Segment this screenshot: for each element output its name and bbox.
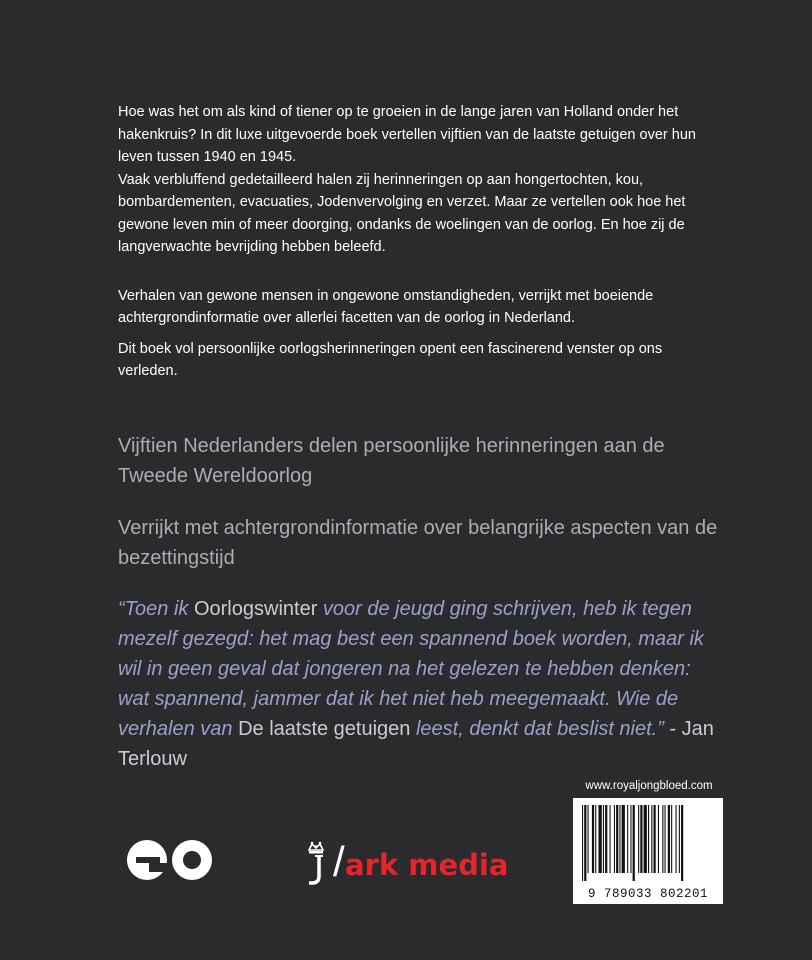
quote-text: voor de jeugd ging schrijven, heb ik tegen mezelf gezegd: het mag best een spannend boek worden, maar ik wil in geen geval dat jongeren na het gelezen te hebben denken: wat spannend, jammer dat ik het niet heb meegemaakt. Wie de verhalen van [118,598,704,740]
ark-media-wordmark: ark media [345,848,509,882]
barcode-bar [584,805,586,881]
quote-text: “Toen ik [118,598,194,620]
barcode-bar [605,805,607,873]
barcode-bar [595,805,596,873]
barcode-bar [630,805,631,873]
isbn-barcode [573,798,723,904]
crown-icon [301,840,331,886]
barcode-bar [627,805,628,873]
barcode-bar [681,805,683,881]
feature-list [118,431,718,595]
publisher-url[interactable]: www.royaljongbloed.com [585,780,713,792]
barcode-bar [668,805,670,873]
blurb-paragraph: Verhalen van gewone mensen in ongewone omstandigheden, verrijkt met boeiende achtergrondinformatie over allerlei facetten van de oorlog in Nederland. [118,287,654,326]
barcode-bar [671,805,672,873]
barcode-bar [676,805,677,873]
barcode-bar [592,805,594,873]
barcode-bar [588,805,589,873]
barcode-bar [633,805,635,881]
blurb-paragraph: Hoe was het om als kind of tiener op te groeien in de lange jaren van Holland onder het hakenkruis? In dit luxe uitgevoerde boek vertellen vijftien van de laatste getuigen over hun leven tussen 1940 en 1945. [118,104,696,165]
barcode-bar [658,805,659,873]
barcode-bar [648,805,649,873]
barcode-bar [616,805,618,873]
feature-item: Verrijkt met achtergrondinformatie over belangrijke aspecten van de bezettingstijd [118,517,718,569]
barcode-bar [640,805,642,873]
eo-logo [124,836,216,889]
barcode-bar [662,805,663,873]
feature-item: Vijftien Nederlanders delen persoonlijke herinneringen aan de Tweede Wereldoorlog [118,435,665,487]
quote-attribution: - Jan Terlouw [118,718,714,770]
barcode-bar [638,805,639,873]
logo-slash: / [333,838,345,885]
barcode-bar [665,805,666,873]
quote-book-title: Oorlogswinter [193,598,318,620]
barcode-bar [679,805,680,873]
barcode-bar [603,805,604,873]
barcode-bar [619,805,620,873]
barcode-bar [599,805,602,873]
eo-logo-mark [124,836,216,884]
barcode-bar [654,805,656,873]
endorsement-quote [118,594,718,774]
barcode-bar [644,805,647,873]
isbn-digits: 9 789033 802201 [587,887,709,901]
barcode-bar [651,805,652,873]
blurb-paragraph: Dit boek vol persoonlijke oorlogsherinneringen opent een fascinerend venster op ons verleden. [118,340,663,379]
barcode-bar [614,805,615,873]
barcode-bar [610,805,611,873]
quote-text: leest, denkt dat beslist niet.” [410,718,664,740]
barcode-bar [582,805,583,881]
blurb-paragraph: Vaak verbluffend gedetailleerd halen zij herinneringen op aan hongertochten, kou, bombardementen, evacuaties, Jodenvervolging en verzet. Maar ze vertellen ook hoe het gewone leven min of meer doorging, ondanks de woelingen van de oorlog. En hoe zij de langverwachte bevrijding hebben beleefd. [118,171,686,255]
quote-book-title: De laatste getuigen [238,718,411,740]
barcode-bar [622,805,625,873]
back-cover-blurb [118,101,718,383]
barcode-bars [582,805,714,881]
